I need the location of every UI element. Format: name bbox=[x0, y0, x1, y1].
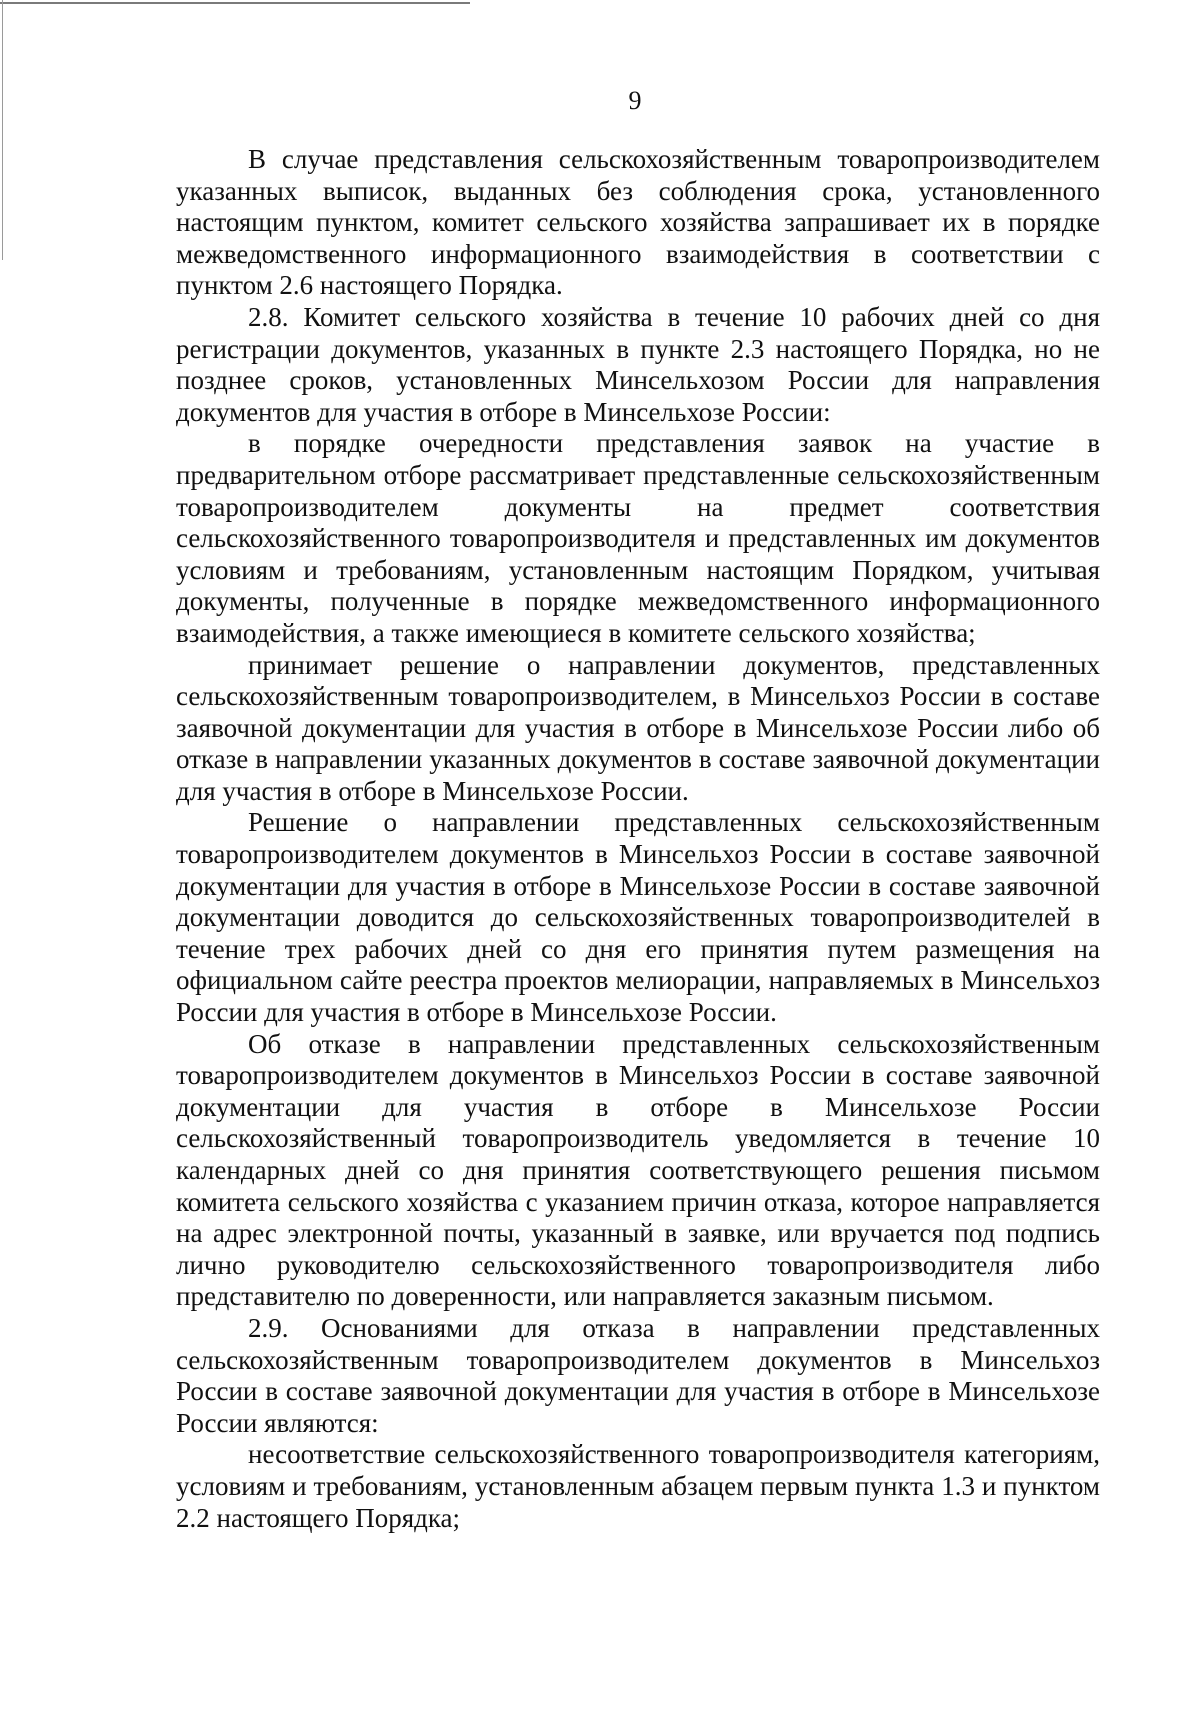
paragraph-decision-notice: Решение о направлении представленных сельскохозяйственным товаропроизводителем документов в Минсельхоз России в составе заявочной документации для участия в отборе в Минсельхозе России в составе заявочной документации доводится до сельскохозяйственных товаропроизводителей в течение трех рабочих дней со дня его принятия путем размещения на официальном сайте реестра проектов мелиорации, направляемых в Минсельхоз России для участия в отборе в Минсельхозе России. bbox=[176, 807, 1100, 1028]
paragraph-refusal-notice: Об отказе в направлении представленных сельскохозяйственным товаропроизводителем документов в Минсельхоз России в составе заявочной документации для участия в отборе в Минсельхозе России сельскохозяйственный товаропроизводитель уведомляется в течение 10 календарных дней со дня принятия соответствующего решения письмом комитета сельского хозяйства с указанием причин отказа, которое направляется на адрес электронной почты, указанный в заявке, или вручается под подпись лично руководителю сельскохозяйственного товаропроизводителя либо представителю по доверенности, или направляется заказным письмом. bbox=[176, 1028, 1100, 1312]
paragraph-decision: принимает решение о направлении документов, представленных сельскохозяйственным товаропроизводителем, в Минсельхоз России в составе заявочной документации для участия в отборе в Минсельхозе России либо об отказе в направлении указанных документов в составе заявочной документации для участия в отборе в Минсельхозе России. bbox=[176, 649, 1100, 806]
scan-edge-top bbox=[0, 2, 470, 4]
scan-edge-left bbox=[2, 0, 3, 260]
paragraph-noncompliance: несоответствие сельскохозяйственного товаропроизводителя категориям, условиям и требованиям, установленным абзацем первым пункта 1.3 и пунктом 2.2 настоящего Порядка; bbox=[176, 1439, 1100, 1533]
paragraph-extracts-late: В случае представления сельскохозяйственным товаропроизводителем указанных выписок, выданных без соблюдения срока, установленного настоящим пунктом, комитет сельского хозяйства запрашивает их в порядке межведомственного информационного взаимодействия в соответствии с пунктом 2.6 настоящего Порядка. bbox=[176, 144, 1100, 301]
document-body bbox=[176, 144, 1100, 1534]
page-number: 9 bbox=[628, 86, 642, 115]
paragraph-2-9: 2.9. Основаниями для отказа в направлении представленных сельскохозяйственным товаропроизводителем документов в Минсельхоз России в составе заявочной документации для участия в отборе в Минсельхозе России являются: bbox=[176, 1312, 1100, 1438]
paragraph-review-order: в порядке очередности представления заявок на участие в предварительном отборе рассматривает представленные сельскохозяйственным товаропроизводителем документы на предмет соответствия сельскохозяйственного товаропроизводителя и представленных им документов условиям и требованиям, установленным настоящим Порядком, учитывая документы, полученные в порядке межведомственного информационного взаимодействия, а также имеющиеся в комитете сельского хозяйства; bbox=[176, 428, 1100, 648]
paragraph-2-8: 2.8. Комитет сельского хозяйства в течение 10 рабочих дней со дня регистрации документов, указанных в пункте 2.3 настоящего Порядка, но не позднее сроков, установленных Минсельхозом России для направления документов для участия в отборе в Минсельхозе России: bbox=[176, 301, 1100, 427]
